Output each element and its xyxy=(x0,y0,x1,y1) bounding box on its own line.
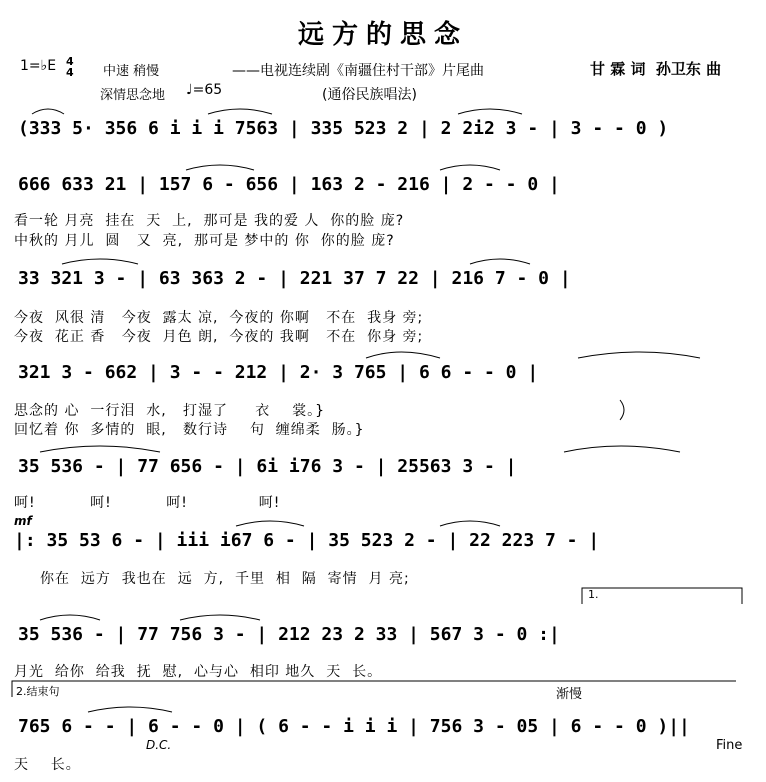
notation-line-4: 35 536 - | 77 656 - | 6i i76 3 - | 25563 3 - | xyxy=(18,456,517,477)
lyric-line-4: 呵! 呵! 呵! 呵! xyxy=(14,495,281,511)
lyric-line-3b: 回忆着 你 多情的 眼, 数行诗 句 缠绵柔 肠。} xyxy=(14,422,365,438)
lyric-line-1b: 中秋的 月儿 圆 又 亮, 那可是 梦中的 你 你的脸 庞? xyxy=(14,233,395,249)
subtitle: ——电视连续剧《南疆住村干部》片尾曲 xyxy=(232,63,484,79)
slowing-mark: 渐慢 xyxy=(556,687,583,702)
lyric-brace-1 xyxy=(620,400,624,420)
volta-1-bracket xyxy=(582,588,742,604)
slur-l6-2 xyxy=(180,615,260,620)
lyric-line-1a: 看一轮 月亮 挂在 天 上, 那可是 我的爱 人 你的脸 庞? xyxy=(14,213,405,229)
dc-mark: D.C. xyxy=(146,738,172,752)
time-signature-bottom: 4 xyxy=(66,66,74,79)
fine-mark: Fine xyxy=(716,738,743,753)
time-signature-top: 4 xyxy=(66,55,74,68)
tempo-mark: ♩=65 xyxy=(186,82,223,98)
lyric-line-5: 你在 远方 我也在 远 方, 千里 相 隔 寄情 月 亮; xyxy=(40,571,410,587)
notation-line-6: 35 536 - | 77 756 3 - | 212 23 2 33 | 567 3 - 0 :| xyxy=(18,624,560,645)
notation-line-7: 765 6 - - | 6 - - 0 | ( 6 - - i i i | 756 3 - 05 | 6 - - 0 )|| xyxy=(18,716,690,737)
volta-2-bracket xyxy=(12,681,736,697)
slur-l5-2 xyxy=(440,521,500,526)
slur-l1-2 xyxy=(440,165,500,170)
slur-l4-1 xyxy=(40,446,160,452)
slur-l7-1 xyxy=(88,707,172,712)
volta-1-label: 1. xyxy=(588,588,599,601)
tempo-text: 中速 稍慢 xyxy=(103,64,160,79)
mood-text: 深情思念地 xyxy=(100,88,166,103)
song-title: 远方的思念 xyxy=(297,20,468,50)
slur-intro-3 xyxy=(458,109,522,114)
notation-line-1: 666 633 21 | 157 6 - 656 | 163 2 - 216 | 2 - - 0 | xyxy=(18,174,560,195)
notation-line-2: 33 321 3 - | 63 363 2 - | 221 37 7 22 | 216 7 - 0 | xyxy=(18,268,571,289)
slur-l1-1 xyxy=(186,165,254,170)
slur-l5-1 xyxy=(236,521,304,526)
dynamic-mark-mf: mf xyxy=(14,514,32,528)
lyric-line-2b: 今夜 花正 香 今夜 月色 朗, 今夜的 我啊 不在 你身 旁; xyxy=(14,329,424,345)
lyric-line-3a: 思念的 心 一行泪 水, 打湿了 衣 裳。} xyxy=(14,403,326,419)
slur-intro-1 xyxy=(32,109,64,114)
lyric-line-7: 天 长。 xyxy=(14,757,81,773)
slur-l2-1 xyxy=(62,259,138,264)
singing-style-note: (通俗民族唱法) xyxy=(322,87,417,103)
volta-2-label: 2.结束句 xyxy=(16,685,60,698)
key-signature: 1=♭E xyxy=(20,58,57,74)
notation-line-3: 321 3 - 662 | 3 - - 212 | 2· 3 765 | 6 6 - - 0 | xyxy=(18,362,539,383)
slur-l3-1 xyxy=(366,352,440,358)
slur-l6-1 xyxy=(40,615,100,620)
slur-intro-2 xyxy=(208,109,272,114)
notation-line-5: |: 35 53 6 - | iii i67 6 - | 35 523 2 - | 22 223 7 - | xyxy=(14,530,600,551)
slur-l2-2 xyxy=(470,259,530,264)
notation-line-intro: (333 5· 356 6 i i i 7563 | 335 523 2 | 2 2i2 3 - | 3 - - 0 ) xyxy=(18,118,669,139)
lyric-line-6: 月光 给你 给我 抚 慰, 心与心 相印 地久 天 长。 xyxy=(14,664,383,680)
credits: 甘 霖 词 孙卫东 曲 xyxy=(590,60,722,78)
lyric-line-2a: 今夜 风很 清 今夜 露太 凉, 今夜的 你啊 不在 我身 旁; xyxy=(14,310,424,326)
slur-l3-2 xyxy=(578,352,700,358)
slur-l4-2 xyxy=(564,446,680,452)
